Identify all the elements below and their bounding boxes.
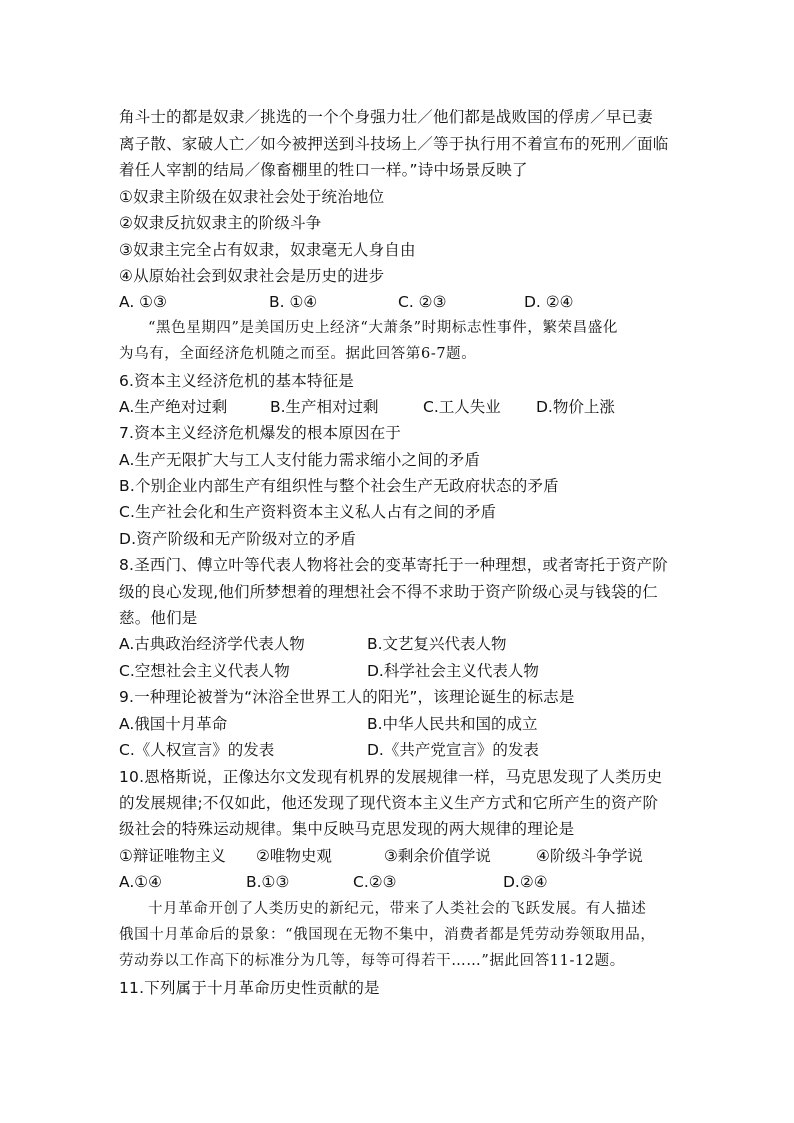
- q10-option-b: B.①③: [246, 873, 290, 891]
- q5-option-d: D. ②④: [524, 293, 574, 311]
- q8-option-c: C.空想社会主义代表人物: [119, 662, 290, 680]
- passage-11-12-line-2: 俄国十月革命后的景象：“俄国现在无物不集中，消费者都是凭劳动券领取用品，: [119, 927, 656, 943]
- q6-option-d: D.物价上涨: [536, 398, 615, 416]
- q7-option-a: A.生产无限扩大与工人支付能力需求缩小之间的矛盾: [119, 451, 481, 469]
- poem-line-1: 角斗士的都是奴隶／挑选的一个个身强力壮／他们都是战败国的俘虏／早已妻: [119, 108, 653, 126]
- q10-item-4: ④阶级斗争学说: [536, 847, 643, 865]
- q8-option-b: B.文艺复兴代表人物: [367, 635, 507, 653]
- passage-6-7-line-2: 为乌有，全面经济危机随之而至。据此回答第6-7题。: [119, 346, 477, 362]
- q8-option-d: D.科学社会主义代表人物: [367, 662, 539, 680]
- q10-item-3: ③剩余价值学说: [384, 847, 491, 865]
- q7-option-c: C.生产社会化和生产资料资本主义私人占有之间的矛盾: [119, 503, 497, 521]
- q9-option-b: B.中华人民共和国的成立: [367, 715, 538, 733]
- q10-item-1: ①辩证唯物主义: [119, 847, 226, 865]
- question-8-line-3: 慈。他们是: [119, 609, 198, 627]
- statement-3: ③奴隶主完全占有奴隶，奴隶毫无人身自由: [119, 241, 416, 259]
- passage-11-12-line-1: 十月革命开创了人类历史的新纪元，带来了人类社会的飞跃发展。有人描述: [148, 901, 647, 917]
- q7-option-b: B.个别企业内部生产有组织性与整个社会生产无政府状态的矛盾: [119, 477, 559, 495]
- q9-option-a: A.俄国十月革命: [119, 715, 228, 733]
- q10-option-d: D.②④: [503, 873, 548, 891]
- poem-line-2: 离子散、家破人亡／如今被押送到斗技场上／等于执行用不着宣布的死刑／面临: [119, 135, 669, 153]
- question-10-line-3: 级社会的特殊运动规律。集中反映马克思发现的两大规律的理论是: [119, 820, 575, 838]
- q10-option-a: A.①④: [119, 873, 163, 891]
- q6-option-c: C.工人失业: [423, 398, 501, 416]
- q9-option-c: C.《人权宣言》的发表: [119, 741, 275, 759]
- question-7: 7.资本主义经济危机爆发的根本原因在于: [119, 424, 402, 442]
- poem-line-3: 着任人宰割的结局／像畜棚里的牲口一样。”诗中场景反映了: [119, 161, 528, 179]
- question-9: 9.一种理论被誉为“沐浴全世界工人的阳光”，该理论诞生的标志是: [119, 688, 575, 706]
- question-10-line-2: 的发展规律;不仅如此，他还发现了现代资本主义生产方式和它所产生的资产阶: [119, 794, 659, 812]
- question-11: 11.下列属于十月革命历史性贡献的是: [119, 979, 380, 997]
- passage-11-12-line-3: 劳动券以工作高下的标准分为几等，每等可得若干……”据此回答11-12题。: [119, 953, 625, 969]
- statement-4: ④从原始社会到奴隶社会是历史的进步: [119, 267, 385, 285]
- q9-option-d: D.《共产党宣言》的发表: [367, 741, 539, 759]
- q6-option-b: B.生产相对过剩: [270, 398, 379, 416]
- q5-option-b: B. ①④: [269, 293, 318, 311]
- q8-option-a: A.古典政治经济学代表人物: [119, 635, 305, 653]
- q6-option-a: A.生产绝对过剩: [119, 398, 228, 416]
- question-8-line-1: 8.圣西门、傅立叶等代表人物将社会的变革寄托于一种理想，或者寄托于资产阶: [119, 556, 668, 574]
- q10-option-c: C.②③: [353, 873, 397, 891]
- question-6: 6.资本主义经济危机的基本特征是: [119, 372, 354, 390]
- q5-option-a: A. ①③: [119, 293, 167, 311]
- q5-option-c: C. ②③: [398, 293, 447, 311]
- statement-2: ②奴隶反抗奴隶主的阶级斗争: [119, 214, 322, 232]
- passage-6-7-line-1: “黑色星期四”是美国历史上经济“大萧条”时期标志性事件，繁荣昌盛化: [148, 320, 618, 336]
- q10-item-2: ②唯物史观: [256, 847, 332, 865]
- question-8-line-2: 级的良心发现,他们所梦想着的理想社会不得不求助于资产阶级心灵与钱袋的仁: [119, 583, 658, 601]
- statement-1: ①奴隶主阶级在奴隶社会处于统治地位: [119, 188, 385, 206]
- question-10-line-1: 10.恩格斯说，正像达尔文发现有机界的发展规律一样，马克思发现了人类历史: [119, 768, 663, 786]
- q7-option-d: D.资产阶级和无产阶级对立的矛盾: [119, 530, 357, 548]
